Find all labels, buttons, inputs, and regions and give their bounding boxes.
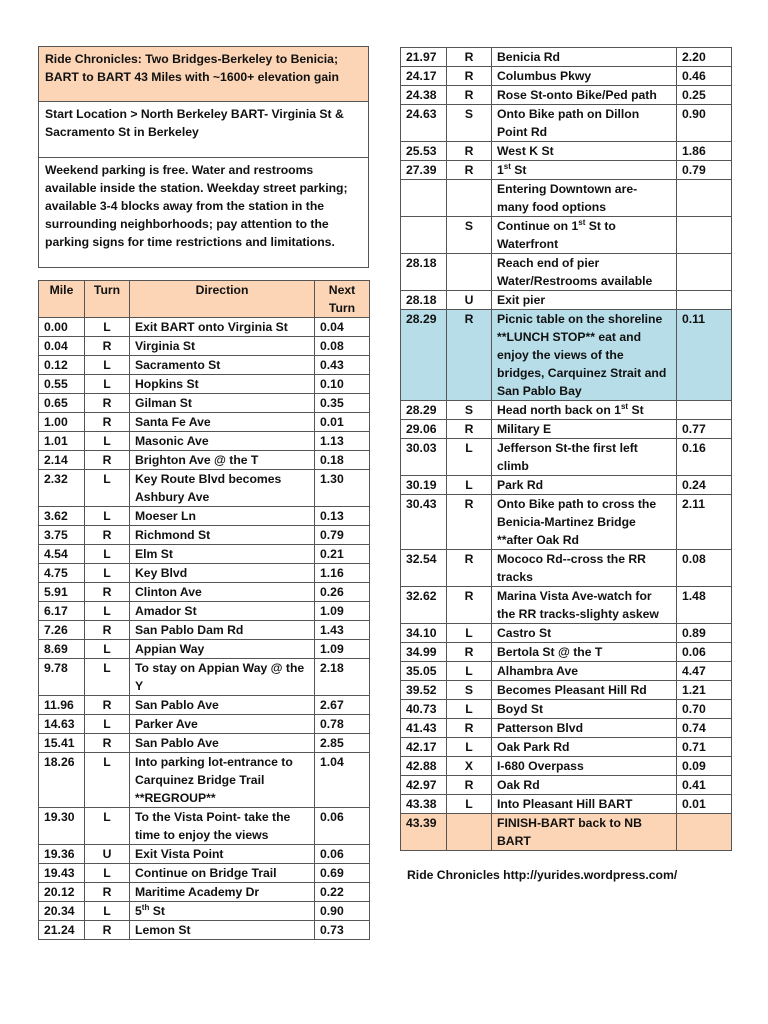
cell-direction: Moeser Ln (130, 507, 315, 526)
cell-turn: L (85, 864, 130, 883)
cell-turn: L (447, 624, 492, 643)
table-row (401, 587, 732, 624)
cell-mile: 24.17 (401, 67, 447, 86)
cell-turn: R (85, 451, 130, 470)
cell-turn: R (447, 495, 492, 550)
cell-mile: 40.73 (401, 700, 447, 719)
cell-mile: 8.69 (39, 640, 85, 659)
cell-turn: L (85, 318, 130, 337)
table-row (401, 814, 732, 851)
cell-direction: To the Vista Point- take the time to enjoy the views (130, 808, 315, 845)
cell-turn: L (85, 902, 130, 921)
cell-mile: 28.18 (401, 291, 447, 310)
table-row (401, 401, 732, 420)
cell-next-turn: 0.46 (677, 67, 732, 86)
cell-turn: R (85, 394, 130, 413)
cell-direction: Entering Downtown are- many food options (492, 180, 677, 217)
cue-sheet-table-right (400, 47, 732, 851)
cell-turn: R (447, 550, 492, 587)
table-row (39, 356, 370, 375)
table-row (401, 681, 732, 700)
cell-next-turn: 1.13 (315, 432, 370, 451)
cell-direction: Parker Ave (130, 715, 315, 734)
cell-mile: 32.54 (401, 550, 447, 587)
cell-direction: Park Rd (492, 476, 677, 495)
cell-next-turn: 0.69 (315, 864, 370, 883)
cell-next-turn: 1.09 (315, 602, 370, 621)
cell-turn: S (447, 401, 492, 420)
cell-next-turn: 1.04 (315, 753, 370, 808)
cell-turn: R (85, 413, 130, 432)
start-location (38, 101, 369, 158)
table-row (401, 662, 732, 681)
cell-mile: 20.34 (39, 902, 85, 921)
table-row (39, 902, 370, 921)
cell-mile (401, 180, 447, 217)
cell-direction: Bertola St @ the T (492, 643, 677, 662)
cell-next-turn: 0.26 (315, 583, 370, 602)
cell-direction: Santa Fe Ave (130, 413, 315, 432)
cell-direction: Military E (492, 420, 677, 439)
col-header-next-turn: Next Turn (315, 281, 370, 318)
table-row (39, 621, 370, 640)
cell-direction: San Pablo Ave (130, 696, 315, 715)
cell-mile: 14.63 (39, 715, 85, 734)
cell-next-turn: 0.73 (315, 921, 370, 940)
cell-mile: 32.62 (401, 587, 447, 624)
cell-direction: I-680 Overpass (492, 757, 677, 776)
cell-turn: R (447, 643, 492, 662)
cell-next-turn: 0.77 (677, 420, 732, 439)
table-row (401, 700, 732, 719)
cell-mile: 19.36 (39, 845, 85, 864)
cell-mile: 34.99 (401, 643, 447, 662)
cell-direction: Continue on 1st St to Waterfront (492, 217, 677, 254)
cell-mile: 21.24 (39, 921, 85, 940)
cell-next-turn: 1.16 (315, 564, 370, 583)
cell-direction: 5th St (130, 902, 315, 921)
table-row (401, 105, 732, 142)
cell-direction: Oak Park Rd (492, 738, 677, 757)
cell-direction: FINISH-BART back to NB BART (492, 814, 677, 851)
cell-mile: 24.38 (401, 86, 447, 105)
col-header-mile: Mile (39, 281, 85, 318)
cell-next-turn: 0.11 (677, 310, 732, 401)
cell-direction: Into parking lot-entrance to Carquinez Bridge Trail **REGROUP** (130, 753, 315, 808)
cell-turn: L (85, 545, 130, 564)
cell-mile: 0.00 (39, 318, 85, 337)
table-row (39, 545, 370, 564)
table-row (401, 254, 732, 291)
cell-direction: 1st St (492, 161, 677, 180)
cell-mile: 7.26 (39, 621, 85, 640)
cell-next-turn: 0.25 (677, 86, 732, 105)
cell-next-turn: 0.06 (315, 808, 370, 845)
cell-next-turn: 1.48 (677, 587, 732, 624)
cell-mile: 42.17 (401, 738, 447, 757)
cue-sheet-table-left (38, 280, 370, 940)
cell-turn (447, 180, 492, 217)
cell-direction: Boyd St (492, 700, 677, 719)
cell-mile: 42.88 (401, 757, 447, 776)
table-row (39, 640, 370, 659)
cell-turn: L (85, 602, 130, 621)
col-header-direction: Direction (130, 281, 315, 318)
table-row (39, 696, 370, 715)
table-row (401, 420, 732, 439)
cell-turn: L (85, 507, 130, 526)
cell-direction: Patterson Blvd (492, 719, 677, 738)
table-row (401, 217, 732, 254)
cell-turn: L (85, 753, 130, 808)
cell-direction: Exit BART onto Virginia St (130, 318, 315, 337)
cell-mile: 24.63 (401, 105, 447, 142)
cell-direction: Rose St-onto Bike/Ped path (492, 86, 677, 105)
cell-mile: 28.29 (401, 310, 447, 401)
cell-next-turn: 0.24 (677, 476, 732, 495)
cell-direction: Becomes Pleasant Hill Rd (492, 681, 677, 700)
table-row (39, 394, 370, 413)
cell-mile: 6.17 (39, 602, 85, 621)
route-title-text: Ride Chronicles: Two Bridges-Berkeley to Benicia; BART to BART 43 Miles with ~1600+ elevation gain (45, 52, 339, 84)
cell-direction: Exit Vista Point (130, 845, 315, 864)
cell-next-turn: 0.79 (677, 161, 732, 180)
cell-turn: S (447, 105, 492, 142)
table-row (401, 180, 732, 217)
cell-turn: R (85, 921, 130, 940)
cell-direction: Key Route Blvd becomes Ashbury Ave (130, 470, 315, 507)
cell-mile: 19.43 (39, 864, 85, 883)
cell-next-turn: 0.43 (315, 356, 370, 375)
table-row (39, 808, 370, 845)
cell-direction: Gilman St (130, 394, 315, 413)
table-row (401, 719, 732, 738)
cell-direction: Lemon St (130, 921, 315, 940)
table-row (39, 318, 370, 337)
cell-next-turn: 0.35 (315, 394, 370, 413)
cell-turn: R (447, 776, 492, 795)
cell-turn: L (85, 375, 130, 394)
cell-mile: 43.39 (401, 814, 447, 851)
cell-direction: Maritime Academy Dr (130, 883, 315, 902)
cell-mile: 0.04 (39, 337, 85, 356)
table-row (39, 375, 370, 394)
col-header-turn: Turn (85, 281, 130, 318)
table-row (401, 495, 732, 550)
cell-mile: 30.19 (401, 476, 447, 495)
cell-turn: L (85, 659, 130, 696)
cell-mile: 5.91 (39, 583, 85, 602)
cell-next-turn: 0.08 (677, 550, 732, 587)
cell-next-turn: 1.30 (315, 470, 370, 507)
table-row (39, 470, 370, 507)
cell-turn: L (447, 795, 492, 814)
cell-mile: 11.96 (39, 696, 85, 715)
table-row (401, 643, 732, 662)
cell-turn: R (447, 67, 492, 86)
cell-next-turn: 0.41 (677, 776, 732, 795)
cell-mile: 28.18 (401, 254, 447, 291)
cell-turn: L (447, 439, 492, 476)
cell-next-turn: 2.67 (315, 696, 370, 715)
cell-next-turn: 0.10 (315, 375, 370, 394)
start-location-text: Start Location > North Berkeley BART- Virginia St & Sacramento St in Berkeley (45, 107, 344, 139)
cell-direction: Elm St (130, 545, 315, 564)
cell-next-turn: 0.22 (315, 883, 370, 902)
cell-direction: Marina Vista Ave-watch for the RR tracks-slighty askew (492, 587, 677, 624)
cell-direction: Continue on Bridge Trail (130, 864, 315, 883)
cell-next-turn: 0.90 (677, 105, 732, 142)
cell-direction: Hopkins St (130, 375, 315, 394)
cell-direction: Columbus Pkwy (492, 67, 677, 86)
cell-next-turn: 0.01 (677, 795, 732, 814)
table-row (401, 757, 732, 776)
cell-next-turn: 0.18 (315, 451, 370, 470)
cell-direction: Oak Rd (492, 776, 677, 795)
cell-direction: Richmond St (130, 526, 315, 545)
table-row (39, 526, 370, 545)
cell-turn: R (447, 142, 492, 161)
cell-next-turn: 0.89 (677, 624, 732, 643)
cell-mile: 30.03 (401, 439, 447, 476)
cell-mile: 3.75 (39, 526, 85, 545)
cell-direction: Onto Bike path to cross the Benicia-Martinez Bridge **after Oak Rd (492, 495, 677, 550)
cell-next-turn: 2.85 (315, 734, 370, 753)
cell-turn: R (447, 48, 492, 67)
cell-next-turn: 0.70 (677, 700, 732, 719)
cell-next-turn: 1.86 (677, 142, 732, 161)
cell-direction: Amador St (130, 602, 315, 621)
table-row (39, 715, 370, 734)
cell-direction: Masonic Ave (130, 432, 315, 451)
cell-next-turn: 0.09 (677, 757, 732, 776)
cell-direction: Key Blvd (130, 564, 315, 583)
cell-direction: Clinton Ave (130, 583, 315, 602)
cell-next-turn: 0.06 (677, 643, 732, 662)
table-row (401, 550, 732, 587)
cell-turn: L (85, 715, 130, 734)
table-row (39, 921, 370, 940)
cell-turn: R (447, 420, 492, 439)
cell-next-turn: 0.79 (315, 526, 370, 545)
table-row (401, 161, 732, 180)
cell-next-turn: 0.21 (315, 545, 370, 564)
cell-direction: Brighton Ave @ the T (130, 451, 315, 470)
table-row (39, 753, 370, 808)
cell-mile (401, 217, 447, 254)
cell-mile: 21.97 (401, 48, 447, 67)
cell-mile: 42.97 (401, 776, 447, 795)
cell-turn: L (85, 432, 130, 451)
footer-credit: Ride Chronicles http://yurides.wordpress.com/ (407, 868, 678, 882)
cell-next-turn: 0.78 (315, 715, 370, 734)
cell-turn: R (85, 621, 130, 640)
cell-turn: L (447, 476, 492, 495)
cell-next-turn: 4.47 (677, 662, 732, 681)
cell-mile: 43.38 (401, 795, 447, 814)
cell-next-turn: 0.06 (315, 845, 370, 864)
cell-turn: L (447, 662, 492, 681)
cell-turn: R (85, 337, 130, 356)
cell-direction: Benicia Rd (492, 48, 677, 67)
table-row (39, 602, 370, 621)
cell-next-turn (677, 180, 732, 217)
table-row (401, 738, 732, 757)
cell-next-turn (677, 814, 732, 851)
table-row (401, 439, 732, 476)
cell-turn: R (447, 310, 492, 401)
table-row (401, 142, 732, 161)
cell-mile: 0.12 (39, 356, 85, 375)
cell-mile: 4.75 (39, 564, 85, 583)
cell-turn: S (447, 681, 492, 700)
table-row (39, 451, 370, 470)
cell-next-turn (677, 217, 732, 254)
cell-turn: R (85, 696, 130, 715)
cell-turn: R (85, 526, 130, 545)
cell-mile: 15.41 (39, 734, 85, 753)
table-row (401, 67, 732, 86)
table-row (401, 624, 732, 643)
cell-direction: Alhambra Ave (492, 662, 677, 681)
parking-notes-text: Weekend parking is free. Water and restrooms available inside the station. Weekday street parking; available 3-4 blocks away from the station in the surrounding neighborhoods; pay attention to the parking signs for time restrictions and limitations. (45, 163, 348, 249)
table-row (39, 583, 370, 602)
cell-direction: San Pablo Dam Rd (130, 621, 315, 640)
cell-turn: R (85, 883, 130, 902)
cell-mile: 39.52 (401, 681, 447, 700)
cell-turn: R (447, 587, 492, 624)
cell-mile: 1.01 (39, 432, 85, 451)
cell-mile: 3.62 (39, 507, 85, 526)
cell-direction: To stay on Appian Way @ the Y (130, 659, 315, 696)
cell-next-turn: 0.04 (315, 318, 370, 337)
table-row (401, 310, 732, 401)
cell-turn: L (447, 700, 492, 719)
parking-notes (38, 157, 369, 268)
cell-turn: L (447, 738, 492, 757)
cell-mile: 18.26 (39, 753, 85, 808)
cell-direction: Reach end of pier Water/Restrooms available (492, 254, 677, 291)
table-row (401, 776, 732, 795)
cell-turn: R (447, 86, 492, 105)
cell-turn: R (447, 719, 492, 738)
cell-turn: R (447, 161, 492, 180)
cell-next-turn: 1.43 (315, 621, 370, 640)
cell-next-turn: 0.74 (677, 719, 732, 738)
table-row (39, 432, 370, 451)
cell-direction: Sacramento St (130, 356, 315, 375)
cell-turn (447, 814, 492, 851)
cell-mile: 2.14 (39, 451, 85, 470)
table-row (39, 845, 370, 864)
cell-next-turn: 0.13 (315, 507, 370, 526)
cell-mile: 27.39 (401, 161, 447, 180)
cell-mile: 1.00 (39, 413, 85, 432)
cell-next-turn: 0.16 (677, 439, 732, 476)
cell-mile: 30.43 (401, 495, 447, 550)
cell-mile: 29.06 (401, 420, 447, 439)
route-title (38, 46, 369, 102)
cell-next-turn: 0.08 (315, 337, 370, 356)
cell-mile: 19.30 (39, 808, 85, 845)
cell-next-turn: 0.01 (315, 413, 370, 432)
table-row (39, 413, 370, 432)
cell-turn (447, 254, 492, 291)
cell-mile: 2.32 (39, 470, 85, 507)
table-row (39, 864, 370, 883)
cell-next-turn: 2.11 (677, 495, 732, 550)
cell-next-turn: 0.90 (315, 902, 370, 921)
cell-mile: 0.65 (39, 394, 85, 413)
cell-direction: Appian Way (130, 640, 315, 659)
cell-next-turn (677, 401, 732, 420)
table-row (39, 734, 370, 753)
table-row (39, 883, 370, 902)
cell-next-turn: 2.20 (677, 48, 732, 67)
cell-mile: 20.12 (39, 883, 85, 902)
cell-turn: L (85, 640, 130, 659)
cell-mile: 25.53 (401, 142, 447, 161)
cell-turn: L (85, 356, 130, 375)
table-row (39, 507, 370, 526)
cell-next-turn (677, 254, 732, 291)
cell-direction: Castro St (492, 624, 677, 643)
cell-next-turn: 0.71 (677, 738, 732, 757)
cell-next-turn: 2.18 (315, 659, 370, 696)
cell-turn: L (85, 808, 130, 845)
cell-direction: Jefferson St-the first left climb (492, 439, 677, 476)
cell-direction: Onto Bike path on Dillon Point Rd (492, 105, 677, 142)
cell-next-turn (677, 291, 732, 310)
cell-mile: 35.05 (401, 662, 447, 681)
table-row (401, 291, 732, 310)
table-row (39, 337, 370, 356)
cell-mile: 41.43 (401, 719, 447, 738)
table-row (401, 86, 732, 105)
table-row (39, 564, 370, 583)
cell-direction: Head north back on 1st St (492, 401, 677, 420)
cell-direction: Exit pier (492, 291, 677, 310)
cell-turn: U (447, 291, 492, 310)
cell-next-turn: 1.09 (315, 640, 370, 659)
cell-mile: 28.29 (401, 401, 447, 420)
cell-direction: Into Pleasant Hill BART (492, 795, 677, 814)
cell-mile: 4.54 (39, 545, 85, 564)
cell-mile: 0.55 (39, 375, 85, 394)
table-row (401, 476, 732, 495)
cell-turn: L (85, 470, 130, 507)
cell-direction: Virginia St (130, 337, 315, 356)
cell-turn: R (85, 583, 130, 602)
cell-turn: U (85, 845, 130, 864)
cell-direction: Picnic table on the shoreline **LUNCH STOP** eat and enjoy the views of the bridges, Carquinez Strait and San Pablo Bay (492, 310, 677, 401)
cell-mile: 9.78 (39, 659, 85, 696)
cell-mile: 34.10 (401, 624, 447, 643)
cell-turn: R (85, 734, 130, 753)
table-row (39, 659, 370, 696)
cell-turn: X (447, 757, 492, 776)
cell-turn: L (85, 564, 130, 583)
cell-turn: S (447, 217, 492, 254)
cell-direction: Mococo Rd--cross the RR tracks (492, 550, 677, 587)
cell-direction: West K St (492, 142, 677, 161)
table-row (401, 795, 732, 814)
table-header-row (39, 281, 370, 318)
cell-next-turn: 1.21 (677, 681, 732, 700)
cell-direction: San Pablo Ave (130, 734, 315, 753)
table-row (401, 48, 732, 67)
